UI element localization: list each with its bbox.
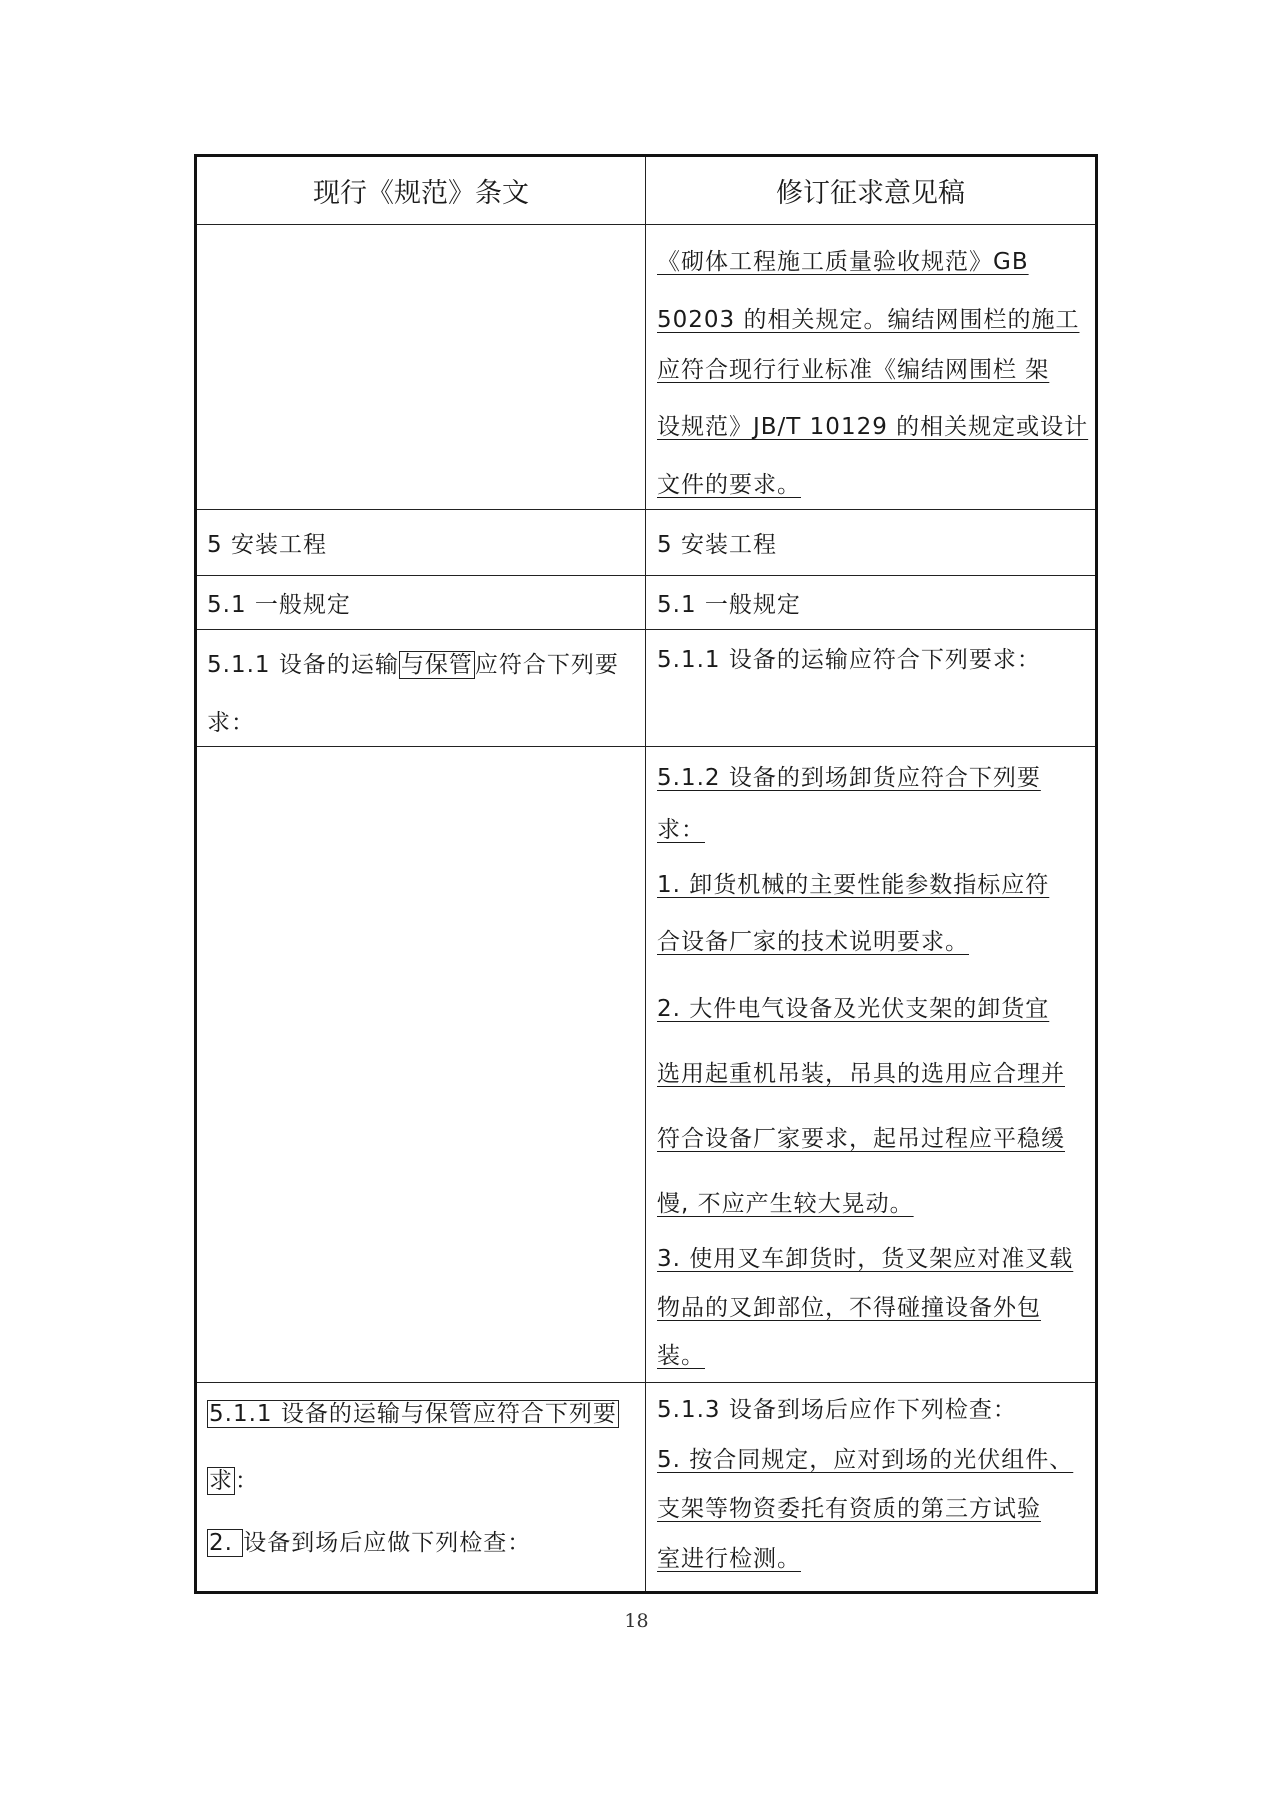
right-cell bbox=[646, 576, 1095, 629]
table-row bbox=[197, 1383, 1095, 1591]
text-line bbox=[207, 1462, 259, 1495]
subsection-title: 5.1 一般规定 bbox=[657, 592, 801, 618]
table-row bbox=[197, 747, 1095, 1383]
text-line: 慢, 不应产生较大晃动。 bbox=[657, 1191, 914, 1217]
table-header-row bbox=[197, 157, 1095, 225]
left-cell bbox=[197, 1383, 645, 1591]
left-cell bbox=[197, 630, 645, 746]
left-cell-empty bbox=[197, 747, 645, 1382]
text-line bbox=[207, 646, 619, 679]
text-line: 室进行检测。 bbox=[657, 1546, 801, 1572]
text-line: 设规范》JB/T 10129 的相关规定或设计 bbox=[657, 414, 1089, 440]
text-line: 选用起重机吊装，吊具的选用应合理并 bbox=[657, 1061, 1065, 1087]
clause-text: ： bbox=[235, 1468, 259, 1494]
clause-text: 5.1.1 设备的运输 bbox=[207, 652, 399, 678]
right-cell bbox=[646, 747, 1095, 1382]
clause-text: 设备到场后应做下列检查： bbox=[243, 1530, 532, 1556]
right-cell bbox=[646, 1383, 1095, 1591]
page-number: 18 bbox=[624, 1610, 649, 1632]
comparison-table bbox=[194, 154, 1098, 1594]
text-line: 求： bbox=[207, 710, 255, 736]
marked-deletion: 5.1.1 设备的运输与保管应符合下列要 bbox=[209, 1401, 617, 1427]
left-cell bbox=[197, 576, 645, 629]
text-line: 应符合现行行业标准《编结网围栏 架 bbox=[657, 357, 1050, 383]
text-line: 合设备厂家的技术说明要求。 bbox=[657, 929, 969, 955]
text-line: 2. 大件电气设备及光伏支架的卸货宜 bbox=[657, 996, 1050, 1022]
right-cell bbox=[646, 225, 1095, 509]
header-current-clause: 现行《规范》条文 bbox=[313, 178, 529, 209]
text-line: 支架等物资委托有资质的第三方试验 bbox=[657, 1496, 1041, 1522]
header-revision-draft: 修订征求意见稿 bbox=[776, 178, 965, 209]
text-line: 求： bbox=[657, 817, 705, 843]
text-line: 50203 的相关规定。编结网围栏的施工 bbox=[657, 307, 1080, 333]
left-cell-empty bbox=[197, 225, 645, 509]
text-line bbox=[207, 1524, 531, 1557]
left-cell bbox=[197, 510, 645, 575]
text-line: 5.1.3 设备到场后应作下列检查： bbox=[657, 1397, 1017, 1423]
text-line: 5.1.2 设备的到场卸货应符合下列要 bbox=[657, 765, 1041, 791]
section-title: 5 安装工程 bbox=[207, 532, 327, 558]
subsection-title: 5.1 一般规定 bbox=[207, 592, 351, 618]
text-line: 《砌体工程施工质量验收规范》GB bbox=[657, 249, 1029, 275]
clause-text: 应符合下列要 bbox=[474, 652, 619, 678]
right-cell bbox=[646, 510, 1095, 575]
table-row bbox=[197, 510, 1095, 576]
text-line: 文件的要求。 bbox=[657, 472, 801, 498]
table-row bbox=[197, 630, 1095, 747]
marked-deletion: 与保管 bbox=[400, 652, 473, 678]
text-line: 符合设备厂家要求，起吊过程应平稳缓 bbox=[657, 1126, 1065, 1152]
text-line: 装。 bbox=[657, 1343, 705, 1369]
section-title: 5 安装工程 bbox=[657, 532, 777, 558]
text-line bbox=[207, 1395, 619, 1428]
table-row bbox=[197, 225, 1095, 510]
text-line: 3. 使用叉车卸货时，货叉架应对准叉载 bbox=[657, 1246, 1074, 1272]
marked-deletion: 2. bbox=[209, 1530, 242, 1556]
text-line: 1. 卸货机械的主要性能参数指标应符 bbox=[657, 872, 1050, 898]
text-line: 5.1.1 设备的运输应符合下列要求： bbox=[657, 647, 1041, 673]
marked-deletion: 求 bbox=[209, 1468, 233, 1494]
text-line: 5. 按合同规定，应对到场的光伏组件、 bbox=[657, 1447, 1074, 1473]
table-row bbox=[197, 576, 1095, 630]
text-line: 物品的叉卸部位，不得碰撞设备外包 bbox=[657, 1295, 1041, 1321]
right-cell bbox=[646, 630, 1095, 746]
